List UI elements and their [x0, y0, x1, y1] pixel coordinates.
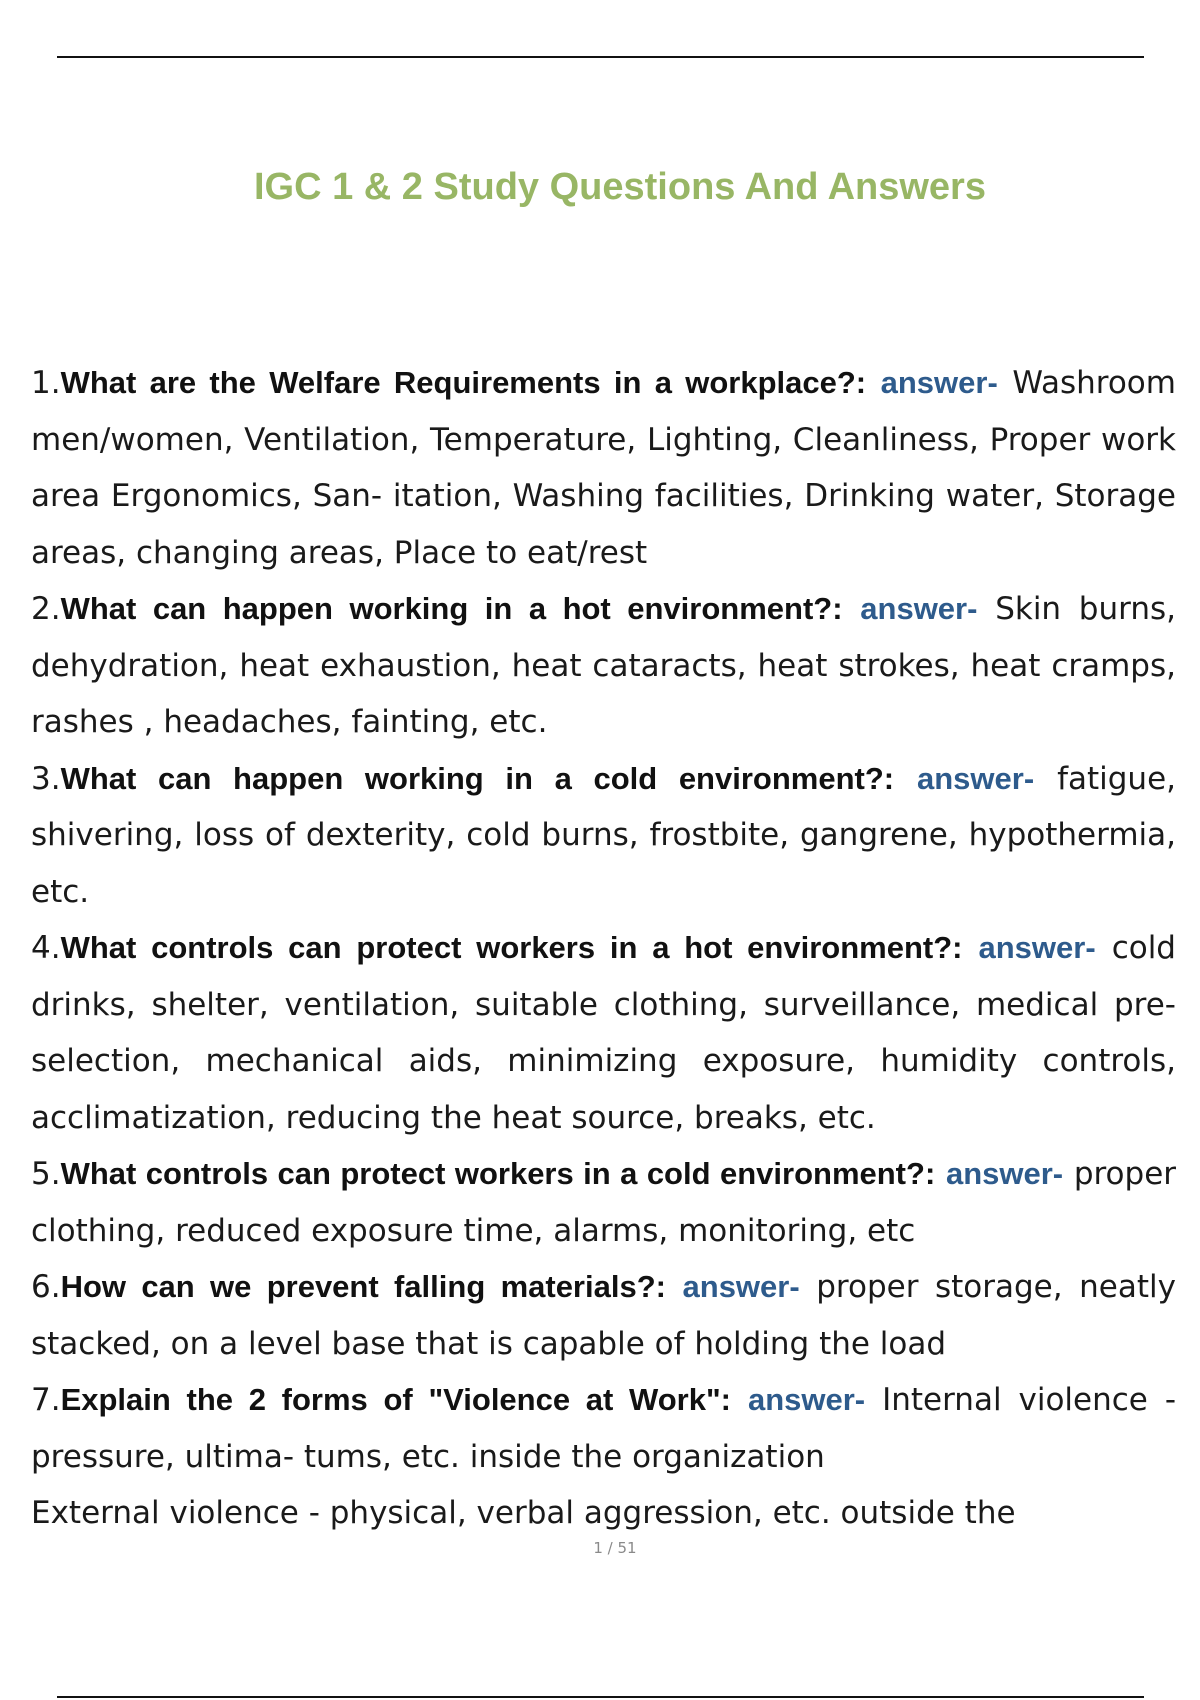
answer-text: Internal violence - pressure, ultima- tums, etc. inside the organization	[31, 1382, 1177, 1475]
qa-item-4	[31, 920, 1176, 1146]
top-rule	[57, 56, 1144, 58]
answer-text: cold drinks, shelter, ventilation, suitable clothing, surveillance, medical pre- selection, mechanical aids, minimizing exposure, humidity controls, acclimatization, reducing the heat source, breaks, etc.	[31, 930, 1176, 1136]
item-number: 3.	[31, 760, 61, 797]
qa-item-7	[31, 1372, 1176, 1542]
question-text: Explain the 2 forms of "Violence at Work":	[60, 1382, 732, 1417]
question-text: How can we prevent falling materials?:	[60, 1269, 666, 1304]
answer-label: answer-	[860, 591, 978, 626]
document-title: IGC 1 & 2 Study Questions And Answers	[254, 166, 986, 208]
qa-item-1	[31, 355, 1176, 581]
question-text: What controls can protect workers in a cold environment?:	[60, 1156, 936, 1191]
answer-text: Skin burns, dehydration, heat exhaustion, heat cataracts, heat strokes, heat cramps, rashes , headaches, fainting, etc.	[31, 591, 1176, 740]
item-number: 4.	[31, 930, 61, 966]
bottom-rule	[57, 1696, 1144, 1698]
answer-label: answer-	[747, 1382, 866, 1417]
answer-label: answer-	[880, 365, 998, 400]
qa-list	[31, 355, 1176, 1542]
answer-label: answer-	[978, 930, 1096, 965]
answer-text: proper storage, neatly stacked, on a level base that is capable of holding the load	[31, 1269, 1176, 1362]
answer-label: answer-	[945, 1156, 1064, 1191]
item-number: 1.	[31, 365, 61, 401]
answer-text: Washroom men/women, Ventilation, Temperature, Lighting, Cleanliness, Proper work area Ergonomics, San- itation, Washing facilities, Drinking water, Storage areas, changing areas, Place to eat/rest	[31, 365, 1176, 571]
qa-item-3	[31, 751, 1176, 921]
qa-item-2	[31, 581, 1176, 751]
question-text: What can happen working in a hot environment?:	[60, 591, 843, 626]
question-text: What are the Welfare Requirements in a workplace?:	[60, 365, 867, 400]
question-text: What controls can protect workers in a hot environment?:	[60, 930, 963, 965]
answer-label: answer-	[917, 760, 1035, 796]
item-number: 6.	[31, 1269, 61, 1305]
answer-continuation: External violence - physical, verbal aggression, etc. outside the	[31, 1495, 1016, 1531]
answer-text: fatigue, shivering, loss of dexterity, cold burns, frostbite, gangrene, hypothermia, etc.	[31, 760, 1176, 910]
answer-text: proper clothing, reduced exposure time, alarms, monitoring, etc	[31, 1156, 1177, 1249]
qa-item-5	[31, 1146, 1176, 1259]
answer-label: answer-	[682, 1269, 800, 1304]
item-number: 2.	[31, 591, 61, 627]
page-number: 1 / 51	[593, 1539, 637, 1557]
item-number: 5.	[31, 1156, 61, 1192]
qa-item-6	[31, 1259, 1176, 1372]
question-text: What can happen working in a cold environment?:	[60, 760, 895, 796]
item-number: 7.	[31, 1382, 61, 1418]
